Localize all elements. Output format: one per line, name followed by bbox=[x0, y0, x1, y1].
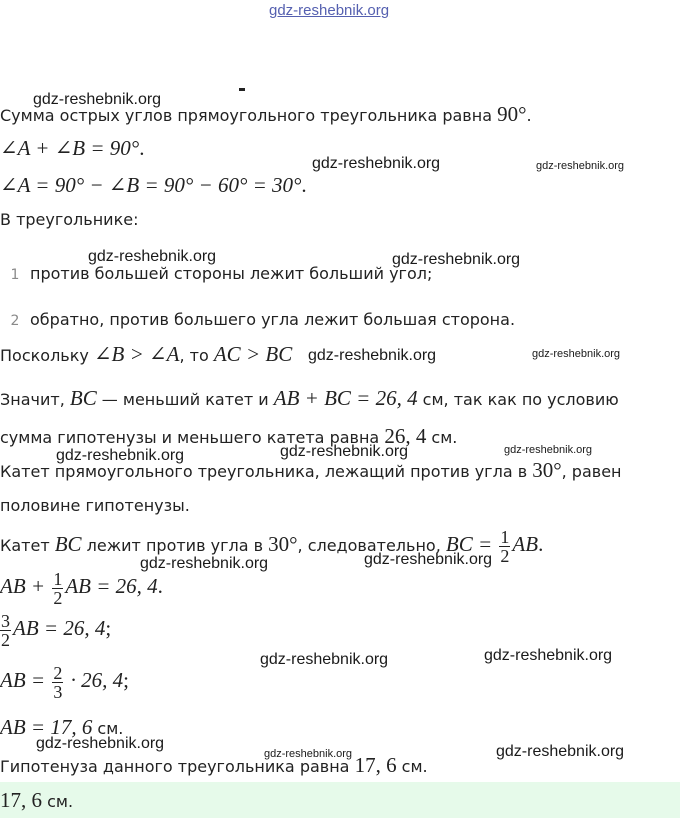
dash-mark bbox=[239, 88, 245, 91]
fraction: $\frac{1}{2}$ bbox=[500, 527, 510, 566]
equation-ab-value: AB = $\frac{2}{3}$ · 26, 4; bbox=[0, 663, 129, 702]
text-conclusion: Гипотенуза данного треугольника равна 17, 6 см. bbox=[0, 753, 428, 777]
equation-ab-sum: AB + $\frac{1}{2}$ AB = 26, 4. bbox=[0, 569, 163, 608]
watermark-text: gdz-reshebnik.org bbox=[260, 651, 389, 668]
watermark-text: gdz-reshebnik.org bbox=[532, 348, 621, 360]
watermark-text: gdz-reshebnik.org bbox=[140, 555, 269, 572]
watermark-text: gdz-reshebnik.org bbox=[364, 551, 493, 568]
watermark-text: gdz-reshebnik.org bbox=[308, 347, 437, 364]
fraction: $\frac{1}{2}$ bbox=[53, 569, 63, 608]
text-leg-bc: Катет BC лежит против угла в 30°, следовательно, BC = $\frac{1}{2}$ AB. bbox=[0, 527, 544, 566]
text-sum-condition: сумма гипотенузы и меньшего катета равна 26, 4 см. bbox=[0, 424, 458, 448]
answer-box bbox=[0, 782, 680, 818]
text-acute-angles-sum: Сумма острых углов прямоугольного треугольника равна 90°. bbox=[0, 102, 532, 126]
equation-angle-a: ∠A = 90° − ∠B = 90° − 60° = 30°. bbox=[0, 173, 307, 197]
list-item: 2 обратно, против большего угла лежит большая сторона. bbox=[0, 309, 515, 332]
list-number: 2 bbox=[10, 313, 20, 329]
equation-ab-result: AB = 17, 6 см. bbox=[0, 715, 124, 739]
text-theorem: Катет прямоугольного треугольника, лежащий против угла в 30°, равен bbox=[0, 458, 622, 482]
watermark-text: gdz-reshebnik.org bbox=[484, 647, 613, 664]
watermark-text: gdz-reshebnik.org bbox=[33, 91, 162, 108]
watermark-text: gdz-reshebnik.org bbox=[56, 447, 185, 464]
watermark-text: gdz-reshebnik.org bbox=[264, 748, 353, 760]
list-item: 1 против большей стороны лежит больший угол; bbox=[0, 263, 432, 286]
fraction: $\frac{3}{2}$ bbox=[1, 611, 10, 650]
text-theorem-cont: половине гипотенузы. bbox=[0, 496, 190, 515]
watermark-text: gdz-reshebnik.org bbox=[312, 155, 441, 172]
watermark-text: gdz-reshebnik.org bbox=[36, 735, 165, 752]
watermark-text: gdz-reshebnik.org bbox=[496, 743, 625, 760]
text-since-comparison: Поскольку ∠B > ∠A, то AC > BC bbox=[0, 342, 293, 366]
text-in-triangle: В треугольнике: bbox=[0, 210, 139, 229]
fraction: $\frac{2}{3}$ bbox=[53, 663, 63, 702]
watermark-text: gdz-reshebnik.org bbox=[392, 251, 521, 268]
equation-three-halves: $\frac{3}{2}$ AB = 26, 4; bbox=[1, 611, 112, 650]
watermark-text: gdz-reshebnik.org bbox=[536, 160, 625, 172]
watermark-text: gdz-reshebnik.org bbox=[280, 443, 409, 460]
watermark-text: gdz-reshebnik.org bbox=[88, 248, 217, 265]
watermark-site-link[interactable]: gdz-reshebnik.org bbox=[269, 2, 390, 19]
list-number: 1 bbox=[10, 267, 20, 283]
answer-value: 17, 6 см. bbox=[0, 788, 74, 812]
text-smaller-leg: Значит, BC — меньший катет и AB + BC = 26, 4 см, так как по условию bbox=[0, 386, 619, 410]
equation-angle-sum: ∠A + ∠B = 90°. bbox=[0, 136, 145, 160]
watermark-text: gdz-reshebnik.org bbox=[504, 444, 593, 456]
